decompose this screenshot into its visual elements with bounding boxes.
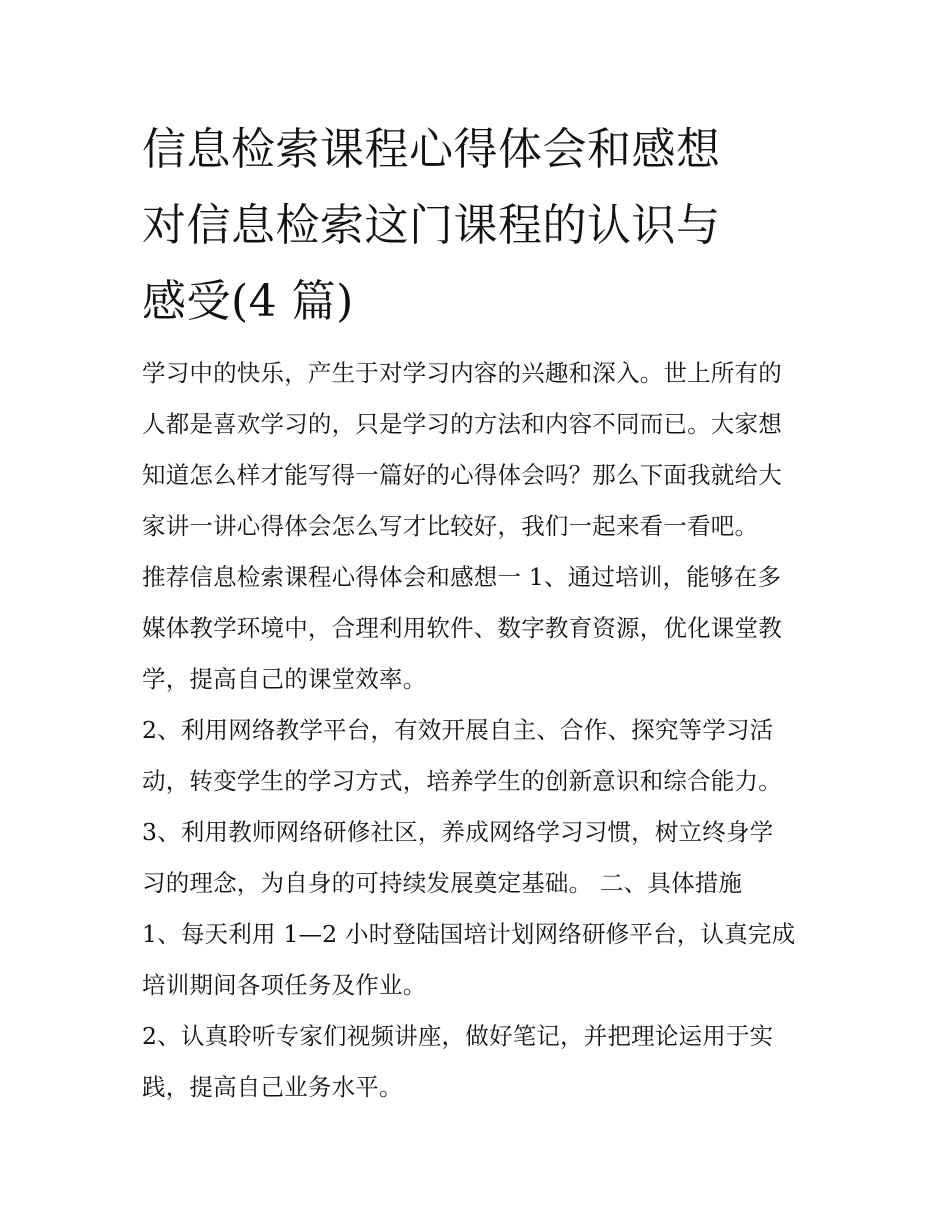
- title-line: 信息检索课程心得体会和感想: [142, 124, 721, 175]
- text-line: 1、每天利用 1—2 小时登陆国培计划网络研修平台，认真完成: [142, 920, 796, 948]
- text-line: 媒体教学环境中，合理利用软件、数字教育资源，优化课堂教: [142, 614, 782, 642]
- text-line: 动，转变学生的学习方式，培养学生的创新意识和综合能力。: [142, 767, 782, 795]
- text-line: 家讲一讲心得体会怎么写才比较好，我们一起来看一看吧。: [142, 512, 759, 540]
- title-line: 感受(4 篇): [142, 276, 354, 327]
- section-paragraph-1: [142, 552, 822, 705]
- text-line: 学，提高自己的课堂效率。: [142, 665, 427, 693]
- text-line: 践，提高自己业务水平。: [142, 1073, 403, 1101]
- measure-paragraph-1: [142, 909, 822, 1011]
- text-line: 学习中的快乐，产生于对学习内容的兴趣和深入。世上所有的: [142, 359, 782, 387]
- title-line: 对信息检索这门课程的认识与: [142, 200, 721, 251]
- document-body: [142, 348, 822, 1113]
- intro-paragraph: [142, 348, 822, 552]
- text-line: 3、利用教师网络研修社区，养成网络学习习惯，树立终身学: [142, 818, 774, 846]
- text-line: 习的理念，为自身的可持续发展奠定基础。 二、具体措施: [142, 869, 743, 897]
- text-line: 2、利用网络教学平台，有效开展自主、合作、探究等学习活: [142, 716, 774, 744]
- text-line: 人都是喜欢学习的，只是学习的方法和内容不同而已。大家想: [142, 410, 782, 438]
- item-paragraph-2: [142, 705, 822, 807]
- document-page: [142, 112, 822, 1113]
- measure-paragraph-2: [142, 1011, 822, 1113]
- text-line: 知道怎么样才能写得一篇好的心得体会吗？那么下面我就给大: [142, 461, 782, 489]
- item-paragraph-3: [142, 807, 822, 909]
- text-line: 推荐信息检索课程心得体会和感想一 1、通过培训，能够在多: [142, 563, 782, 591]
- text-line: 培训期间各项任务及作业。: [142, 971, 427, 999]
- text-line: 2、认真聆听专家们视频讲座，做好笔记，并把理论运用于实: [142, 1022, 774, 1050]
- document-title: [142, 112, 822, 340]
